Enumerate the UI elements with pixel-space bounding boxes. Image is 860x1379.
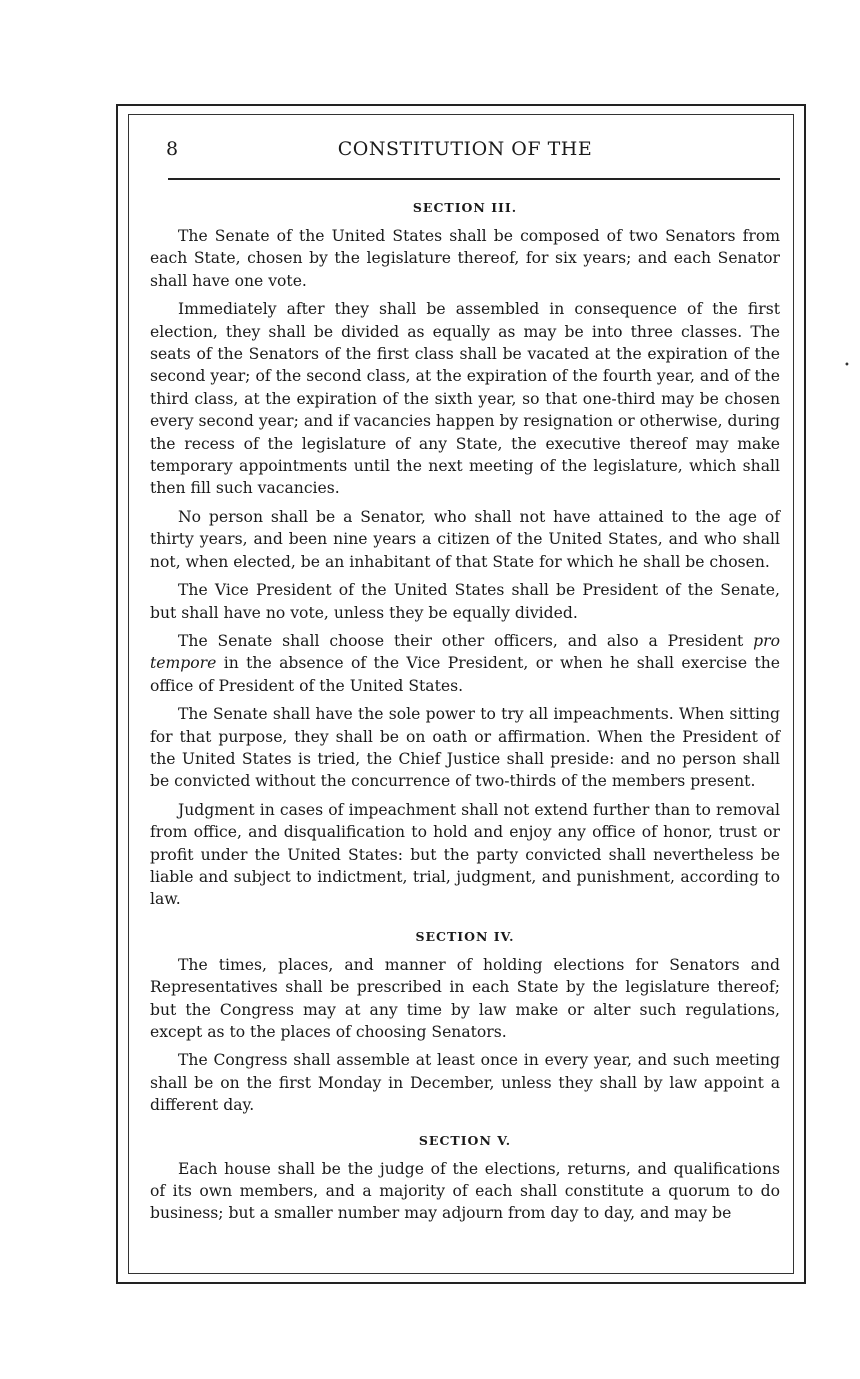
paragraph: The Senate shall have the sole power to try all impeachments. When sitting for that purpose, they shall be on oath or affirmation. When the President of the United States is tried, the Chief Justice shall preside: and no person shall be convicted without the concurrence of two-thirds of the members present. — [150, 705, 780, 791]
header-rule — [168, 178, 780, 180]
paragraph-text: in the absence of the Vice President, or when he shall exercise the office of President of the United States. — [150, 654, 780, 695]
section-heading: SECTION IV. — [415, 928, 515, 944]
section-4 — [150, 929, 780, 1117]
paragraph: The Vice President of the United States shall be President of the Senate, but shall have no vote, unless they be equally divided. — [150, 581, 780, 622]
italic-phrase: pro tempore — [150, 631, 780, 673]
page-header — [150, 128, 780, 172]
section-5 — [150, 1133, 780, 1225]
paragraph: Each house shall be the judge of the elections, returns, and qualifications of its own members, and a majority of each shall constitute a quorum to do business; but a smaller number may adjourn from day to day, and may be — [150, 1159, 780, 1223]
page-number: 8 — [166, 138, 179, 160]
paragraph: The Congress shall assemble at least once in every year, and such meeting shall be on the first Monday in December, unless they shall by law appoint a different day. — [150, 1051, 780, 1115]
page-content — [150, 128, 780, 1231]
paragraph-text: The Senate shall choose their other officers, and also a President — [178, 631, 754, 650]
paragraph: No person shall be a Senator, who shall not have attained to the age of thirty years, and been nine years a citizen of the United States, and who shall not, when elected, be an inhabitant of that State for which he shall be chosen. — [150, 507, 780, 571]
margin-speck: • — [844, 360, 850, 371]
paragraph — [150, 630, 780, 697]
paragraph: Immediately after they shall be assembled in consequence of the first election, they shall be divided as equally as may be into three classes. The seats of the Senators of the first class shall be vacated at the expiration of the second year; of the second class, at the expiration of the fourth year, and of the third class, at the expiration of the sixth year, so that one-third may be chosen every second year; and if vacancies happen by resignation or otherwise, during the recess of the legislature of any State, the executive thereof may make temporary appointments until the next meeting of the legislature, which shall then fill such vacancies. — [150, 300, 780, 498]
paragraph: Judgment in cases of impeachment shall not extend further than to removal from office, and disqualification to hold and enjoy any office of honor, trust or profit under the United States: but the party convicted shall nevertheless be liable and subject to indictment, trial, judgment, and punishment, according to law. — [150, 800, 780, 909]
section-heading: SECTION V. — [418, 1132, 512, 1148]
section-3 — [150, 200, 780, 911]
running-title: CONSTITUTION OF THE — [337, 138, 593, 160]
section-heading: SECTION III. — [412, 200, 518, 215]
paragraph: The Senate of the United States shall be composed of two Senators from each State, chosen by the legislature thereof, for six years; and each Senator shall have one vote. — [150, 227, 780, 290]
paragraph: The times, places, and manner of holding elections for Senators and Representatives shall be prescribed in each State by the legislature thereof; but the Congress may at any time by law make or alter such regulations, except as to the places of choosing Senators. — [150, 955, 780, 1041]
